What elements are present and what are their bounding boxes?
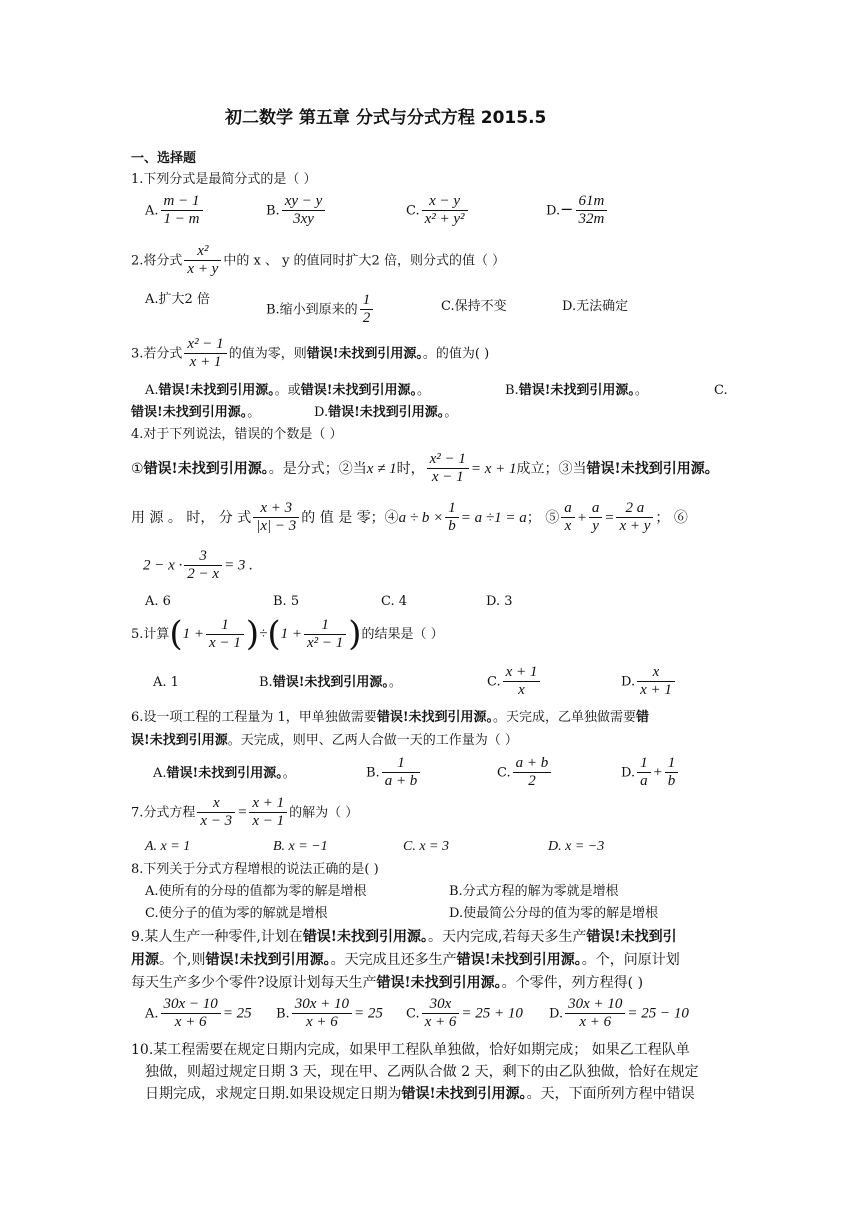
- q3-option-c: 错误!未找到引用源。。: [131, 405, 261, 420]
- q7-option-b: B. x = −1: [273, 839, 328, 854]
- q4-statement-3-5: 用 源 。 时， 分 式 $\frac{x + 3}{|x| - 3}$ 的 值 是 零；④a ÷ b × $\frac{1}{b}$ = a ÷1 = a； ⑤ $\frac{a}{x}$ + $\frac{a}{y}$ = $\frac{2 a}{x + y}$ ； ⑥: [131, 500, 688, 535]
- q9-stem-line-2: 用源。个,则错误!未找到引用源。。天完成且还多生产错误!未找到引用源。。个，问原计划: [131, 952, 680, 968]
- q9-option-d: D. $\frac{30x + 10}{x + 6}$ = 25 − 10: [549, 996, 689, 1031]
- q5-option-b: B.错误!未找到引用源。。: [259, 675, 402, 690]
- q6-option-b: B. $\frac{1}{a + b}$: [366, 755, 422, 791]
- q2-option-c: C.保持不变: [441, 299, 507, 314]
- q3-option-c-label: C.: [714, 383, 728, 398]
- q6-option-a: A.错误!未找到引用源。。: [153, 766, 296, 781]
- q7-stem: 7.分式方程 $\frac{x}{x - 3}$ = $\frac{x + 1}{x - 1}$ 的解为（ ）: [131, 795, 359, 830]
- q9-option-a: A. $\frac{30x - 10}{x + 6}$ = 25: [145, 996, 252, 1031]
- q7-option-c: C. x = 3: [403, 839, 449, 854]
- q2-option-b: B.缩小到原来的 $\frac{1}{2}$: [266, 292, 375, 328]
- q8-option-d: D.使最简公分母的值为零的解是增根: [449, 906, 659, 921]
- q6-stem-line-1: 6.设一项工程的工程量为 1，甲单独做需要错误!未找到引用源。。天完成，乙单独做需要错: [131, 710, 650, 725]
- q4-option-b: B. 5: [273, 594, 300, 609]
- section-heading: 一、选择题: [131, 151, 197, 166]
- q9-option-c: C. $\frac{30x}{x + 6}$ = 25 + 10: [406, 996, 523, 1031]
- q4-option-c: C. 4: [381, 594, 408, 609]
- q2-stem: 2.将分式 $\frac{\text{x²}}{x + y}$ 中的 x 、 y 的值同时扩大2 倍，则分式的值（ ）: [131, 243, 506, 278]
- q6-option-c: C. $\frac{a + b}{2}$: [497, 755, 553, 791]
- q7-option-d: D. x = −3: [548, 839, 605, 854]
- q4-stem: 4.对于下列说法，错误的个数是（ ）: [131, 427, 343, 442]
- q2-option-d: D.无法确定: [562, 299, 629, 314]
- q10-stem-line-2: 独做，则超过规定日期 3 天，现在甲、乙两队合做 2 天，剩下的由乙队独做，恰好在规定: [145, 1064, 699, 1080]
- q4-option-d: D. 3: [486, 594, 513, 609]
- q8-option-a: A.使所有的分母的值都为零的解是增根: [145, 884, 367, 899]
- q4-statement-1-2: ①错误!未找到引用源。。是分式；②当x ≠ 1时， $\frac{\text{x² − 1}}{x - 1}$ = x + 1成立；③当错误!未找到引用源。: [131, 451, 719, 486]
- q1-option-b: B. $\frac{xy - y}{3xy}$: [266, 193, 327, 229]
- q5-stem: 5.计算(1 + $\frac{1}{x - 1}$ )÷(1 + $\frac{1}{\text{x² − 1}}$ )的结果是（ ）: [131, 614, 444, 654]
- q8-option-c: C.使分子的值为零的解就是增根: [145, 906, 328, 921]
- q9-stem-line-1: 9.某人生产一种零件,计划在错误!未找到引用源。。天内完成,若每天多生产错误!未找到引: [131, 929, 677, 945]
- q3-option-d: D.错误!未找到引用源。。: [314, 405, 458, 420]
- q1-option-c: C. $\frac{x - y}{\text{x² + y²}}$: [406, 193, 470, 229]
- q5-option-a: A. 1: [153, 675, 179, 690]
- q8-option-b: B.分式方程的解为零就是增根: [449, 884, 619, 899]
- q4-statement-6: 2 − x · $\frac{3}{2 - x}$ = 3 .: [143, 548, 253, 583]
- q4-option-a: A. 6: [145, 594, 171, 609]
- q3-option-b: B.错误!未找到引用源。。: [505, 383, 648, 398]
- q2-option-a: A.扩大2 倍: [145, 292, 210, 307]
- q3-stem: 3.若分式 $\frac{\text{x² − 1}}{x + 1}$ 的值为零，则错误!未找到引用源。。的值为( ): [131, 336, 490, 371]
- q5-option-d: D. $\frac{x}{x + 1}$: [621, 664, 677, 700]
- q8-stem: 8.下列关于分式方程增根的说法正确的是( ): [131, 862, 379, 877]
- q1-option-d: D.− $\frac{61m}{32m}$: [546, 193, 609, 229]
- q6-option-d: D. $\frac{1}{a}$ + $\frac{1}{b}$: [621, 755, 680, 791]
- q6-stem-line-2: 误!未找到引用源。天完成，则甲、乙两人合做一天的工作量为（ ）: [131, 733, 518, 748]
- q3-option-a: A.错误!未找到引用源。。或错误!未找到引用源。。: [145, 383, 430, 398]
- q10-stem-line-3: 日期完成，求规定日期.如果设规定日期为错误!未找到引用源。。天，下面所列方程中错误: [145, 1086, 695, 1102]
- q1-option-a: A. $\frac{m - 1}{1 - m}$: [145, 193, 205, 229]
- q7-option-a: A. x = 1: [145, 839, 191, 854]
- q9-option-b: B. $\frac{30x + 10}{x + 6}$ = 25: [276, 996, 383, 1031]
- q5-option-c: C. $\frac{x + 1}{x}$: [487, 664, 542, 700]
- q10-stem-line-1: 10.某工程需要在规定日期内完成，如果甲工程队单独做，恰好如期完成； 如果乙工程队单: [131, 1042, 690, 1058]
- q1-stem: 1.下列分式是最简分式的是（ ）: [131, 172, 317, 187]
- page-title: 初二数学 第五章 分式与分式方程 2015.5: [225, 108, 547, 128]
- q9-stem-line-3: 每天生产多少个零件?设原计划每天生产错误!未找到引用源。。个零件，列方程得( ): [131, 975, 644, 991]
